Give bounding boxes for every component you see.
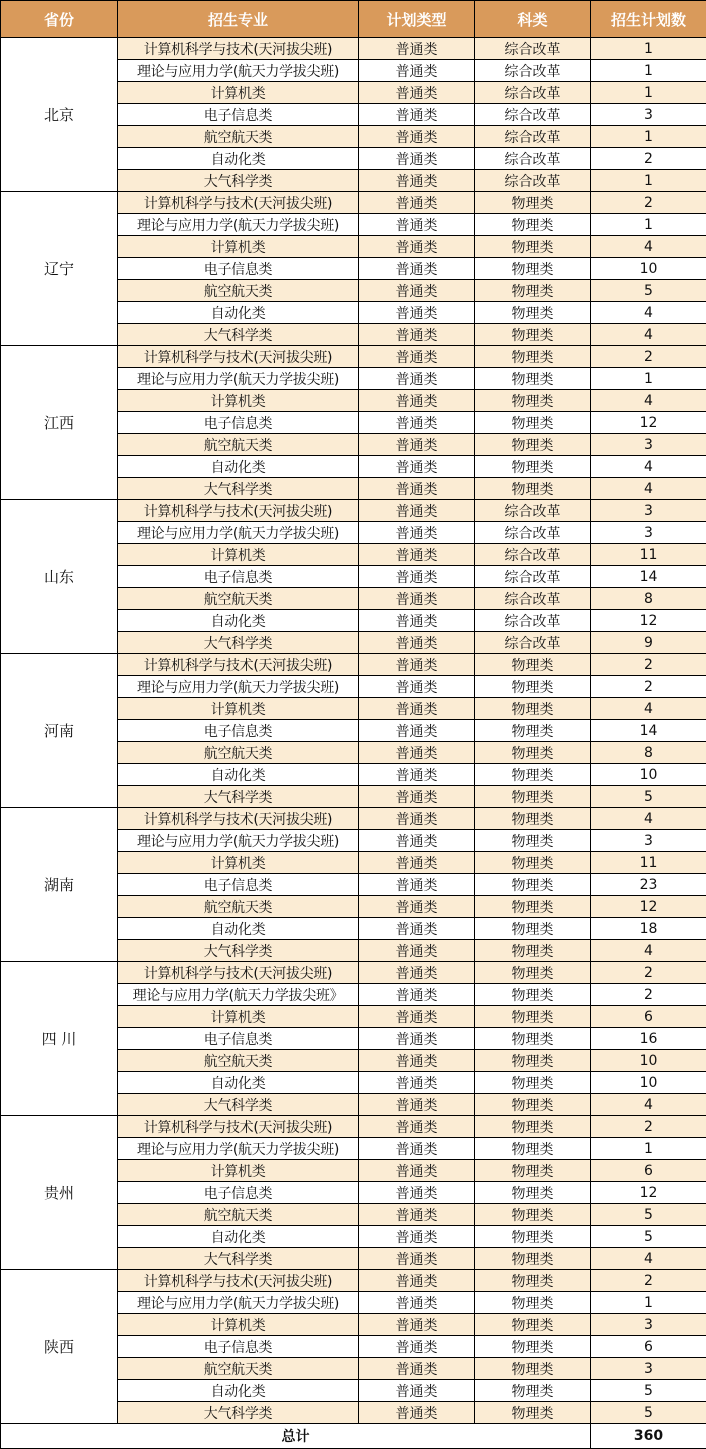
category-cell: 物理类 [475,764,591,786]
plan-count-cell: 10 [591,764,706,786]
plan-type-cell: 普通类 [359,984,475,1006]
plan-type-cell: 普通类 [359,720,475,742]
plan-type-cell: 普通类 [359,588,475,610]
category-cell: 综合改革 [475,38,591,60]
plan-count-cell: 23 [591,874,706,896]
category-cell: 物理类 [475,390,591,412]
plan-count-cell: 4 [591,456,706,478]
major-cell: 计算机科学与技术(天河拔尖班) [118,38,359,60]
category-cell: 综合改革 [475,126,591,148]
major-cell: 电子信息类 [118,566,359,588]
plan-count-cell: 2 [591,1116,706,1138]
plan-count-cell: 4 [591,390,706,412]
plan-count-cell: 3 [591,522,706,544]
header-plan-count: 招生计划数 [591,1,706,38]
category-cell: 物理类 [475,1336,591,1358]
category-cell: 综合改革 [475,148,591,170]
category-cell: 综合改革 [475,632,591,654]
major-cell: 计算机类 [118,1160,359,1182]
category-cell: 物理类 [475,1050,591,1072]
category-cell: 物理类 [475,478,591,500]
plan-type-cell: 普通类 [359,390,475,412]
plan-count-cell: 3 [591,104,706,126]
table-body [1,38,706,1424]
plan-type-cell: 普通类 [359,830,475,852]
major-cell: 航空航天类 [118,1050,359,1072]
table-row [1,346,706,368]
plan-type-cell: 普通类 [359,1094,475,1116]
plan-count-cell: 1 [591,170,706,192]
major-cell: 自动化类 [118,1380,359,1402]
major-cell: 计算机科学与技术(天河拔尖班) [118,192,359,214]
plan-type-cell: 普通类 [359,148,475,170]
category-cell: 物理类 [475,1226,591,1248]
major-cell: 航空航天类 [118,280,359,302]
category-cell: 物理类 [475,1160,591,1182]
major-cell: 自动化类 [118,1226,359,1248]
plan-count-cell: 2 [591,984,706,1006]
category-cell: 综合改革 [475,544,591,566]
category-cell: 物理类 [475,1402,591,1424]
plan-type-cell: 普通类 [359,1292,475,1314]
plan-type-cell: 普通类 [359,38,475,60]
plan-type-cell: 普通类 [359,1358,475,1380]
plan-type-cell: 普通类 [359,1160,475,1182]
plan-type-cell: 普通类 [359,1336,475,1358]
category-cell: 物理类 [475,720,591,742]
category-cell: 物理类 [475,1204,591,1226]
major-cell: 电子信息类 [118,104,359,126]
major-cell: 自动化类 [118,918,359,940]
plan-count-cell: 3 [591,1314,706,1336]
major-cell: 航空航天类 [118,126,359,148]
category-cell: 物理类 [475,214,591,236]
plan-type-cell: 普通类 [359,918,475,940]
plan-count-cell: 5 [591,1204,706,1226]
category-cell: 物理类 [475,984,591,1006]
header-row [1,1,706,38]
category-cell: 物理类 [475,1006,591,1028]
category-cell: 物理类 [475,1094,591,1116]
plan-type-cell: 普通类 [359,566,475,588]
province-cell: 北京 [1,38,118,192]
category-cell: 物理类 [475,874,591,896]
category-cell: 综合改革 [475,588,591,610]
plan-count-cell: 8 [591,588,706,610]
category-cell: 物理类 [475,1358,591,1380]
category-cell: 物理类 [475,324,591,346]
plan-count-cell: 4 [591,324,706,346]
table-row [1,192,706,214]
plan-count-cell: 3 [591,830,706,852]
major-cell: 计算机科学与技术(天河拔尖班) [118,1270,359,1292]
plan-type-cell: 普通类 [359,544,475,566]
major-cell: 自动化类 [118,302,359,324]
plan-type-cell: 普通类 [359,896,475,918]
plan-count-cell: 2 [591,148,706,170]
plan-type-cell: 普通类 [359,324,475,346]
plan-type-cell: 普通类 [359,522,475,544]
plan-type-cell: 普通类 [359,500,475,522]
plan-count-cell: 4 [591,1094,706,1116]
major-cell: 大气科学类 [118,324,359,346]
province-cell: 湖南 [1,808,118,962]
major-cell: 电子信息类 [118,720,359,742]
plan-type-cell: 普通类 [359,258,475,280]
major-cell: 大气科学类 [118,170,359,192]
major-cell: 大气科学类 [118,1248,359,1270]
province-cell: 陕西 [1,1270,118,1424]
plan-type-cell: 普通类 [359,808,475,830]
plan-type-cell: 普通类 [359,1314,475,1336]
plan-type-cell: 普通类 [359,346,475,368]
plan-count-cell: 2 [591,962,706,984]
table-row [1,808,706,830]
major-cell: 电子信息类 [118,412,359,434]
major-cell: 大气科学类 [118,632,359,654]
plan-count-cell: 12 [591,412,706,434]
category-cell: 物理类 [475,852,591,874]
category-cell: 物理类 [475,940,591,962]
plan-count-cell: 2 [591,676,706,698]
major-cell: 理论与应用力学(航天力学拔尖班》 [118,984,359,1006]
plan-count-cell: 11 [591,544,706,566]
plan-count-cell: 3 [591,500,706,522]
plan-type-cell: 普通类 [359,236,475,258]
plan-count-cell: 4 [591,478,706,500]
plan-type-cell: 普通类 [359,698,475,720]
major-cell: 电子信息类 [118,874,359,896]
category-cell: 综合改革 [475,610,591,632]
plan-count-cell: 4 [591,808,706,830]
plan-type-cell: 普通类 [359,1204,475,1226]
category-cell: 物理类 [475,236,591,258]
category-cell: 物理类 [475,456,591,478]
plan-count-cell: 6 [591,1160,706,1182]
major-cell: 理论与应用力学(航天力学拔尖班) [118,214,359,236]
plan-count-cell: 6 [591,1006,706,1028]
major-cell: 计算机科学与技术(天河拔尖班) [118,654,359,676]
plan-type-cell: 普通类 [359,742,475,764]
province-cell: 四 川 [1,962,118,1116]
major-cell: 航空航天类 [118,896,359,918]
major-cell: 航空航天类 [118,434,359,456]
category-cell: 物理类 [475,1182,591,1204]
province-cell: 贵州 [1,1116,118,1270]
total-value: 360 [591,1424,706,1449]
plan-type-cell: 普通类 [359,302,475,324]
category-cell: 物理类 [475,258,591,280]
plan-type-cell: 普通类 [359,434,475,456]
category-cell: 物理类 [475,918,591,940]
major-cell: 电子信息类 [118,1028,359,1050]
major-cell: 计算机类 [118,544,359,566]
category-cell: 物理类 [475,1072,591,1094]
plan-count-cell: 8 [591,742,706,764]
plan-count-cell: 10 [591,1050,706,1072]
plan-type-cell: 普通类 [359,1050,475,1072]
plan-type-cell: 普通类 [359,1028,475,1050]
plan-count-cell: 2 [591,654,706,676]
category-cell: 物理类 [475,742,591,764]
major-cell: 计算机科学与技术(天河拔尖班) [118,500,359,522]
plan-count-cell: 9 [591,632,706,654]
major-cell: 计算机科学与技术(天河拔尖班) [118,962,359,984]
category-cell: 综合改革 [475,60,591,82]
province-cell: 辽宁 [1,192,118,346]
major-cell: 大气科学类 [118,1094,359,1116]
plan-type-cell: 普通类 [359,126,475,148]
plan-count-cell: 4 [591,698,706,720]
header-province: 省份 [1,1,118,38]
major-cell: 航空航天类 [118,1204,359,1226]
header-major: 招生专业 [118,1,359,38]
plan-type-cell: 普通类 [359,1270,475,1292]
plan-type-cell: 普通类 [359,1380,475,1402]
major-cell: 自动化类 [118,148,359,170]
plan-count-cell: 14 [591,566,706,588]
plan-count-cell: 1 [591,214,706,236]
category-cell: 物理类 [475,1270,591,1292]
category-cell: 物理类 [475,280,591,302]
category-cell: 物理类 [475,676,591,698]
category-cell: 综合改革 [475,566,591,588]
plan-count-cell: 5 [591,1226,706,1248]
category-cell: 综合改革 [475,82,591,104]
plan-count-cell: 3 [591,1358,706,1380]
plan-count-cell: 3 [591,434,706,456]
category-cell: 综合改革 [475,170,591,192]
major-cell: 理论与应用力学(航天力学拔尖班) [118,676,359,698]
category-cell: 物理类 [475,1028,591,1050]
category-cell: 物理类 [475,368,591,390]
major-cell: 计算机类 [118,1006,359,1028]
plan-type-cell: 普通类 [359,456,475,478]
plan-type-cell: 普通类 [359,610,475,632]
plan-count-cell: 12 [591,896,706,918]
plan-type-cell: 普通类 [359,412,475,434]
major-cell: 大气科学类 [118,478,359,500]
plan-type-cell: 普通类 [359,1226,475,1248]
category-cell: 物理类 [475,654,591,676]
province-cell: 山东 [1,500,118,654]
category-cell: 物理类 [475,192,591,214]
major-cell: 航空航天类 [118,1358,359,1380]
plan-count-cell: 1 [591,1292,706,1314]
header-plan-type: 计划类型 [359,1,475,38]
plan-type-cell: 普通类 [359,60,475,82]
major-cell: 计算机类 [118,1314,359,1336]
plan-count-cell: 1 [591,1138,706,1160]
major-cell: 计算机类 [118,390,359,412]
major-cell: 理论与应用力学(航天力学拔尖班) [118,1138,359,1160]
plan-count-cell: 4 [591,940,706,962]
major-cell: 大气科学类 [118,786,359,808]
major-cell: 航空航天类 [118,588,359,610]
major-cell: 电子信息类 [118,1182,359,1204]
plan-type-cell: 普通类 [359,962,475,984]
total-label: 总计 [1,1424,591,1449]
plan-count-cell: 1 [591,368,706,390]
plan-type-cell: 普通类 [359,1138,475,1160]
major-cell: 航空航天类 [118,742,359,764]
province-cell: 河南 [1,654,118,808]
category-cell: 物理类 [475,808,591,830]
plan-count-cell: 1 [591,82,706,104]
plan-type-cell: 普通类 [359,1006,475,1028]
plan-type-cell: 普通类 [359,764,475,786]
category-cell: 物理类 [475,830,591,852]
plan-count-cell: 10 [591,1072,706,1094]
category-cell: 物理类 [475,1314,591,1336]
major-cell: 大气科学类 [118,1402,359,1424]
category-cell: 物理类 [475,1248,591,1270]
major-cell: 理论与应用力学(航天力学拔尖班) [118,368,359,390]
plan-type-cell: 普通类 [359,632,475,654]
table-row [1,962,706,984]
plan-type-cell: 普通类 [359,170,475,192]
plan-type-cell: 普通类 [359,1072,475,1094]
major-cell: 理论与应用力学(航天力学拔尖班) [118,1292,359,1314]
category-cell: 物理类 [475,1138,591,1160]
major-cell: 计算机科学与技术(天河拔尖班) [118,1116,359,1138]
major-cell: 电子信息类 [118,258,359,280]
plan-count-cell: 12 [591,1182,706,1204]
plan-type-cell: 普通类 [359,192,475,214]
category-cell: 物理类 [475,1116,591,1138]
major-cell: 自动化类 [118,456,359,478]
plan-count-cell: 5 [591,786,706,808]
plan-type-cell: 普通类 [359,786,475,808]
major-cell: 自动化类 [118,764,359,786]
major-cell: 计算机类 [118,236,359,258]
major-cell: 大气科学类 [118,940,359,962]
plan-type-cell: 普通类 [359,1182,475,1204]
category-cell: 物理类 [475,1292,591,1314]
plan-count-cell: 2 [591,1270,706,1292]
plan-type-cell: 普通类 [359,1116,475,1138]
category-cell: 物理类 [475,896,591,918]
plan-type-cell: 普通类 [359,1402,475,1424]
plan-count-cell: 2 [591,346,706,368]
plan-count-cell: 4 [591,236,706,258]
plan-count-cell: 16 [591,1028,706,1050]
category-cell: 综合改革 [475,500,591,522]
plan-count-cell: 14 [591,720,706,742]
major-cell: 计算机类 [118,82,359,104]
plan-count-cell: 12 [591,610,706,632]
plan-type-cell: 普通类 [359,214,475,236]
plan-count-cell: 4 [591,1248,706,1270]
plan-type-cell: 普通类 [359,874,475,896]
category-cell: 物理类 [475,302,591,324]
table-row [1,1116,706,1138]
plan-type-cell: 普通类 [359,368,475,390]
plan-count-cell: 2 [591,192,706,214]
header-category: 科类 [475,1,591,38]
plan-type-cell: 普通类 [359,82,475,104]
table-row [1,500,706,522]
major-cell: 理论与应用力学(航天力学拔尖班) [118,60,359,82]
category-cell: 物理类 [475,434,591,456]
plan-count-cell: 11 [591,852,706,874]
plan-count-cell: 1 [591,60,706,82]
major-cell: 自动化类 [118,610,359,632]
plan-type-cell: 普通类 [359,676,475,698]
province-cell: 江西 [1,346,118,500]
plan-count-cell: 1 [591,38,706,60]
plan-count-cell: 1 [591,126,706,148]
plan-count-cell: 6 [591,1336,706,1358]
category-cell: 物理类 [475,346,591,368]
major-cell: 电子信息类 [118,1336,359,1358]
plan-type-cell: 普通类 [359,478,475,500]
major-cell: 计算机科学与技术(天河拔尖班) [118,808,359,830]
category-cell: 综合改革 [475,104,591,126]
plan-count-cell: 18 [591,918,706,940]
category-cell: 物理类 [475,698,591,720]
plan-count-cell: 5 [591,280,706,302]
major-cell: 计算机类 [118,698,359,720]
major-cell: 理论与应用力学(航天力学拔尖班) [118,522,359,544]
plan-count-cell: 4 [591,302,706,324]
category-cell: 物理类 [475,1380,591,1402]
plan-type-cell: 普通类 [359,104,475,126]
plan-type-cell: 普通类 [359,852,475,874]
plan-count-cell: 5 [591,1402,706,1424]
major-cell: 计算机类 [118,852,359,874]
table-row [1,38,706,60]
major-cell: 理论与应用力学(航天力学拔尖班) [118,830,359,852]
category-cell: 综合改革 [475,522,591,544]
category-cell: 物理类 [475,962,591,984]
plan-type-cell: 普通类 [359,654,475,676]
plan-type-cell: 普通类 [359,940,475,962]
major-cell: 计算机科学与技术(天河拔尖班) [118,346,359,368]
table-row [1,654,706,676]
plan-count-cell: 5 [591,1380,706,1402]
major-cell: 自动化类 [118,1072,359,1094]
total-row [1,1424,706,1449]
table-row [1,1270,706,1292]
plan-type-cell: 普通类 [359,1248,475,1270]
plan-count-cell: 10 [591,258,706,280]
category-cell: 物理类 [475,786,591,808]
plan-type-cell: 普通类 [359,280,475,302]
category-cell: 物理类 [475,412,591,434]
